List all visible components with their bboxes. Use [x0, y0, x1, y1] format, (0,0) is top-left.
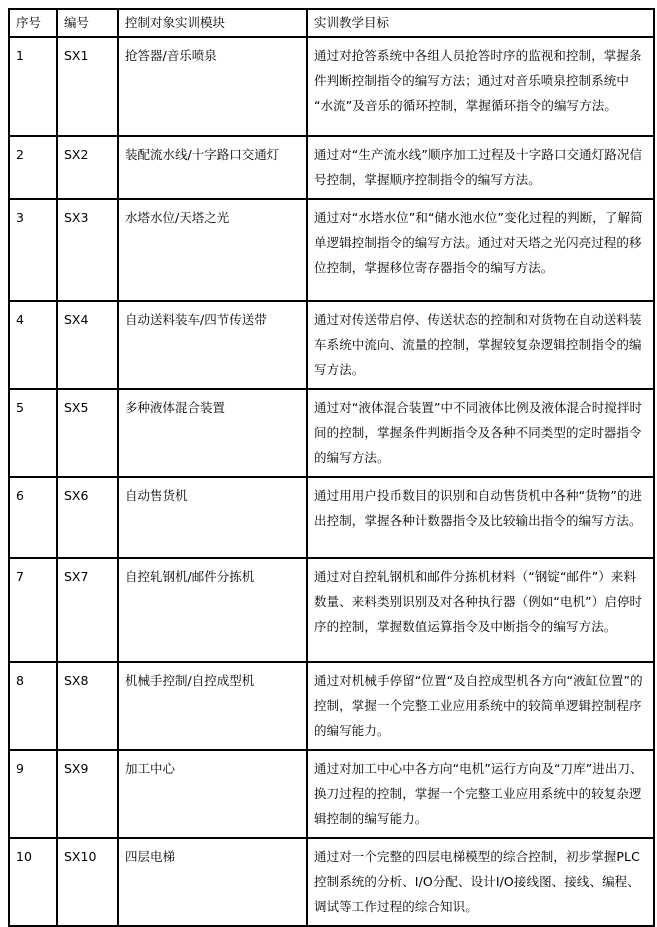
table-row — [9, 199, 654, 301]
cell-code: SX7 — [57, 558, 118, 662]
cell-goal: 通过对“液体混合装置”中不同液体比例及液体混合时搅拌时间的控制，掌握条件判断指令及各种不同类型的定时器指令的编写方法。 — [307, 389, 654, 477]
cell-module: 抢答器/音乐喷泉 — [118, 37, 307, 136]
cell-seq: 8 — [9, 662, 57, 750]
cell-code: SX9 — [57, 750, 118, 838]
cell-goal: 通过用用户投币数目的识别和自动售货机中各种“货物”的进出控制，掌握各种计数器指令及比较输出指令的编写方法。 — [307, 477, 654, 558]
table-header-row — [9, 9, 654, 37]
table-row — [9, 37, 654, 136]
cell-seq: 7 — [9, 558, 57, 662]
column-header-goal: 实训教学目标 — [307, 9, 654, 37]
cell-goal: 通过对机械手停留“位置“及自控成型机各方向“液缸位置”的控制，掌握一个完整工业应用系统中的较简单逻辑控制程序的编写能力。 — [307, 662, 654, 750]
table-row — [9, 301, 654, 389]
cell-seq: 3 — [9, 199, 57, 301]
column-header-module: 控制对象实训模块 — [118, 9, 307, 37]
cell-goal: 通过对一个完整的四层电梯模型的综合控制，初步掌握PLC控制系统的分析、I/O分配、设计I/O接线图、接线、编程、调试等工作过程的综合知识。 — [307, 838, 654, 926]
cell-goal: 通过对传送带启停、传送状态的控制和对货物在自动送料装车系统中流向、流量的控制，掌握较复杂逻辑控制指令的编写方法。 — [307, 301, 654, 389]
table-body — [9, 37, 654, 926]
cell-seq: 9 — [9, 750, 57, 838]
column-header-seq: 序号 — [9, 9, 57, 37]
cell-code: SX3 — [57, 199, 118, 301]
table-row — [9, 389, 654, 477]
cell-seq: 5 — [9, 389, 57, 477]
cell-code: SX10 — [57, 838, 118, 926]
cell-seq: 10 — [9, 838, 57, 926]
cell-code: SX6 — [57, 477, 118, 558]
training-modules-table — [8, 8, 655, 927]
cell-module: 机械手控制/自控成型机 — [118, 662, 307, 750]
table-row — [9, 750, 654, 838]
cell-module: 四层电梯 — [118, 838, 307, 926]
cell-module: 水塔水位/天塔之光 — [118, 199, 307, 301]
table-row — [9, 136, 654, 199]
cell-seq: 2 — [9, 136, 57, 199]
cell-module: 自动售货机 — [118, 477, 307, 558]
cell-goal: 通过对抢答系统中各组人员抢答时序的监视和控制，掌握条件判断控制指令的编写方法；通过对音乐喷泉控制系统中“水流”及音乐的循环控制，掌握循环指令的编写方法。 — [307, 37, 654, 136]
cell-goal: 通过对“生产流水线”顺序加工过程及十字路口交通灯路况信号控制，掌握顺序控制指令的编写方法。 — [307, 136, 654, 199]
cell-code: SX2 — [57, 136, 118, 199]
cell-code: SX4 — [57, 301, 118, 389]
cell-code: SX1 — [57, 37, 118, 136]
cell-code: SX5 — [57, 389, 118, 477]
cell-seq: 6 — [9, 477, 57, 558]
table-row — [9, 838, 654, 926]
cell-module: 自控轧钢机/邮件分拣机 — [118, 558, 307, 662]
cell-goal: 通过对自控轧钢机和邮件分拣机材料（“钢锭“邮件”）来料数量、来料类别识别及对各种执行器（例如“电机”）启停时序的控制，掌握数值运算指令及中断指令的编写方法。 — [307, 558, 654, 662]
table-header — [9, 9, 654, 37]
cell-goal: 通过对加工中心中各方向“电机”运行方向及“刀库”进出刀、换刀过程的控制，掌握一个完整工业应用系统中的较复杂逻辑控制的编写能力。 — [307, 750, 654, 838]
cell-seq: 4 — [9, 301, 57, 389]
cell-module: 自动送料装车/四节传送带 — [118, 301, 307, 389]
table-row — [9, 558, 654, 662]
column-header-code: 编号 — [57, 9, 118, 37]
table-row — [9, 662, 654, 750]
cell-module: 多种液体混合装置 — [118, 389, 307, 477]
table-row — [9, 477, 654, 558]
cell-module: 装配流水线/十字路口交通灯 — [118, 136, 307, 199]
cell-goal: 通过对“水塔水位”和“储水池水位”变化过程的判断，了解简单逻辑控制指令的编写方法。通过对天塔之光闪亮过程的移位控制，掌握移位寄存器指令的编写方法。 — [307, 199, 654, 301]
cell-seq: 1 — [9, 37, 57, 136]
cell-module: 加工中心 — [118, 750, 307, 838]
cell-code: SX8 — [57, 662, 118, 750]
